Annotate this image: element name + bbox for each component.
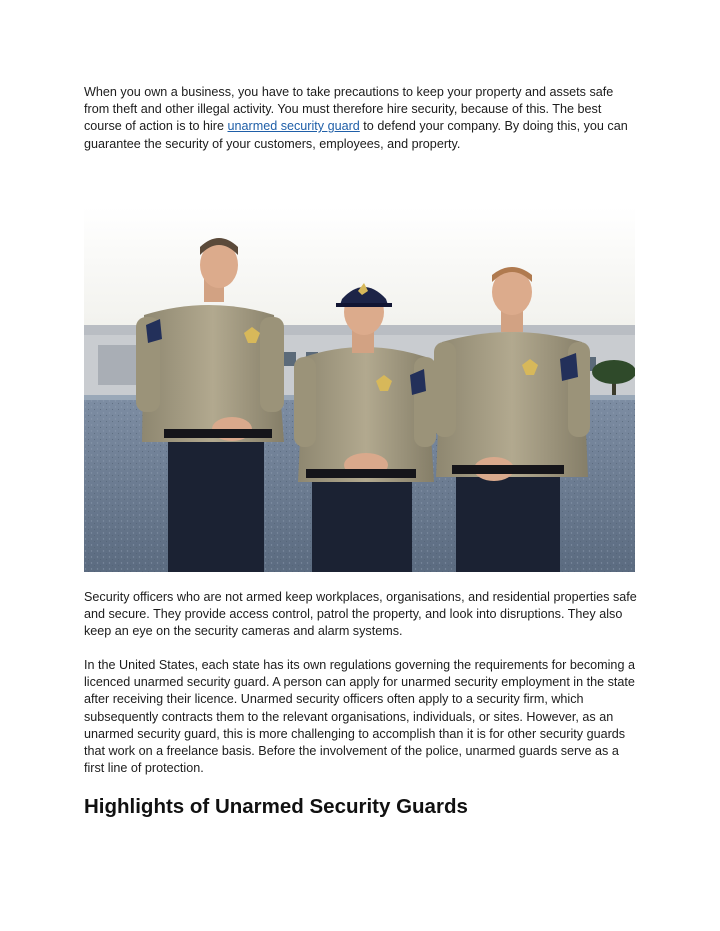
regulations-paragraph: In the United States, each state has its own regulations governing the requirements for becoming a licenced unarmed security guard. A person can apply for unarmed security employment in the state after receiving their licence. Unarmed security officers often apply to a security firm, which subsequently contracts them to the relevant organisations, individuals, or sites. However, as an unarmed security guard, this is more challenging to accomplish than it is for other security guards that work on a freelance basis. Before the involvement of the police, unarmed guards serve as a first line of protection. bbox=[84, 658, 635, 776]
unarmed-security-guard-link[interactable]: unarmed security guard bbox=[227, 119, 360, 134]
intro-text-before-link: When you own a business, you have to take precautions to keep your property and assets safe from theft and other illegal activity. You must therefore hire security, because of this. The best course of action is to hire bbox=[84, 85, 614, 134]
intro-text-after-link: to defend your company. By doing this, you can guarantee the security of your customers, employees, and property. bbox=[84, 119, 628, 151]
intro-paragraph bbox=[84, 84, 640, 153]
security-guards-photo bbox=[84, 207, 635, 572]
highlights-heading: Highlights of Unarmed Security Guards bbox=[84, 795, 468, 818]
access-control-paragraph: Security officers who are not armed keep workplaces, organisations, and residential properties safe and secure. They provide access control, patrol the property, and look into disruptions. They also keep an eye on the security cameras and alarm systems. bbox=[84, 590, 637, 639]
